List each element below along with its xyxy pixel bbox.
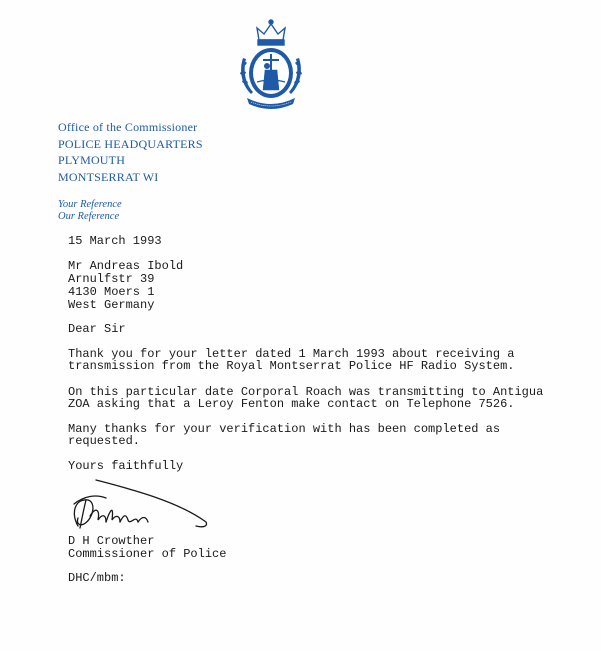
recipient-street: Arnulfstr 39: [68, 272, 155, 286]
recipient-city: 4130 Moers 1: [68, 285, 155, 299]
paragraph-3-line-2: requested.: [68, 434, 141, 448]
recipient-name: Mr Andreas Ibold: [68, 259, 184, 273]
signer-name: D H Crowther: [68, 534, 155, 548]
reference-initials: DHC/mbm:: [68, 571, 126, 585]
recipient-country: West Germany: [68, 298, 155, 312]
paragraph-3-line-1: Many thanks for your verification with has been completed as: [68, 422, 501, 436]
paragraph-2-line-1: On this particular date Corporal Roach was transmitting to Antigua: [68, 385, 544, 399]
paragraph-1-line-2: transmission from the Royal Montserrat Police HF Radio System.: [68, 359, 515, 373]
salutation: Dear Sir: [68, 322, 126, 336]
closing: Yours faithfully: [68, 459, 184, 473]
letter-date: 15 March 1993: [68, 234, 162, 248]
signer-title: Commissioner of Police: [68, 547, 227, 561]
our-reference-label: Our Reference: [58, 211, 120, 222]
paragraph-1-line-1: Thank you for your letter dated 1 March 1993 about receiving a: [68, 347, 515, 361]
letterhead-city: PLYMOUTH: [58, 153, 126, 167]
letterhead-office: Office of the Commissioner: [58, 120, 198, 134]
paragraph-2-line-2: ZOA asking that a Leroy Fenton make contact on Telephone 7526.: [68, 397, 515, 411]
letterhead-country: MONTSERRAT WI: [58, 170, 159, 184]
letterhead-headquarters: POLICE HEADQUARTERS: [58, 137, 203, 151]
your-reference-label: Your Reference: [58, 199, 122, 210]
handwritten-signature: [66, 470, 216, 532]
police-crest-icon: [233, 18, 309, 114]
